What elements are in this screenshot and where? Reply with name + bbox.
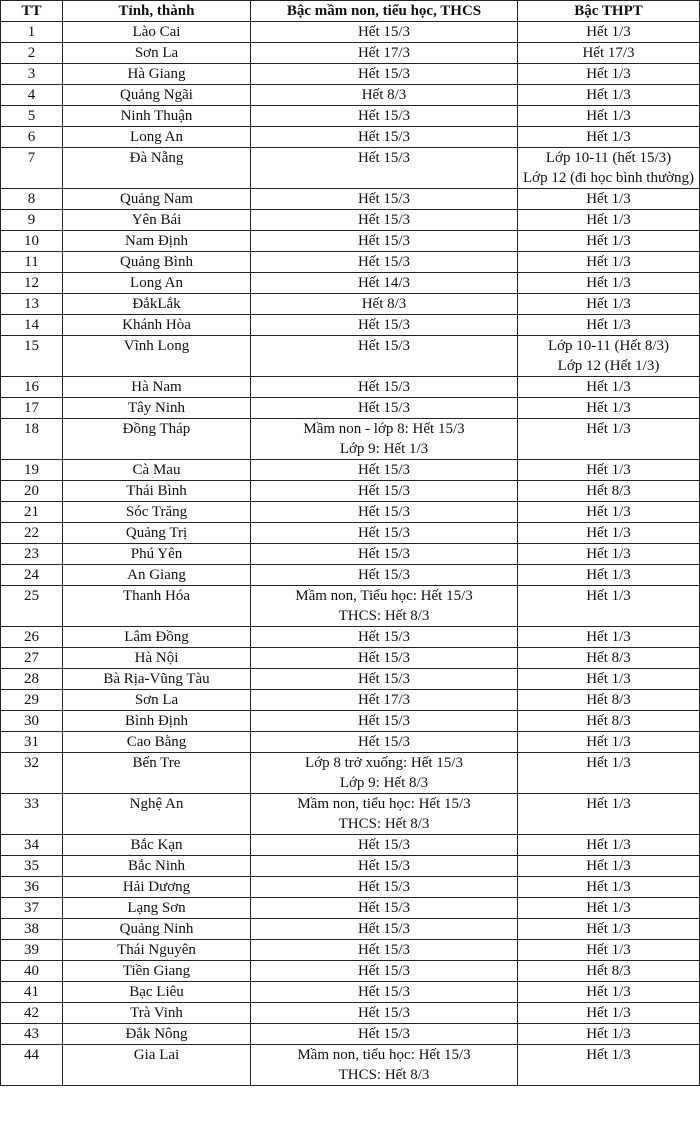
cell-primary-secondary: Hết 15/3	[251, 315, 518, 336]
cell-high-school: Hết 1/3	[518, 753, 700, 794]
cell-tt: 7	[1, 148, 63, 189]
table-row	[1, 856, 700, 877]
cell-province: Bà Rịa-Vũng Tàu	[63, 669, 251, 690]
cell-primary-secondary: Hết 15/3	[251, 940, 518, 961]
cell-province: Phú Yên	[63, 544, 251, 565]
table-row	[1, 294, 700, 315]
cell-primary-secondary: Hết 15/3	[251, 898, 518, 919]
cell-high-school: Hết 1/3	[518, 85, 700, 106]
cell-primary-secondary: Hết 15/3	[251, 982, 518, 1003]
cell-primary-secondary: Hết 15/3	[251, 1024, 518, 1045]
cell-primary-secondary: Hết 15/3	[251, 231, 518, 252]
cell-province: An Giang	[63, 565, 251, 586]
cell-province: Quảng Nam	[63, 189, 251, 210]
cell-primary-secondary: Hết 15/3	[251, 835, 518, 856]
cell-tt: 39	[1, 940, 63, 961]
cell-primary-secondary: Hết 15/3	[251, 106, 518, 127]
cell-high-school: Hết 1/3	[518, 22, 700, 43]
cell-province: Hải Dương	[63, 877, 251, 898]
cell-tt: 33	[1, 794, 63, 835]
cell-province: Cà Mau	[63, 460, 251, 481]
cell-tt: 40	[1, 961, 63, 982]
cell-primary-secondary: Mầm non - lớp 8: Hết 15/3 Lớp 9: Hết 1/3	[251, 419, 518, 460]
cell-province: Hà Nam	[63, 377, 251, 398]
table-row	[1, 835, 700, 856]
table-row	[1, 586, 700, 627]
cell-tt: 10	[1, 231, 63, 252]
cell-tt: 24	[1, 565, 63, 586]
cell-province: Gia Lai	[63, 1045, 251, 1086]
cell-province: Đắk Nông	[63, 1024, 251, 1045]
cell-tt: 20	[1, 481, 63, 502]
cell-province: Lạng Sơn	[63, 898, 251, 919]
cell-primary-secondary: Hết 17/3	[251, 43, 518, 64]
cell-high-school: Hết 1/3	[518, 565, 700, 586]
cell-high-school: Hết 8/3	[518, 648, 700, 669]
cell-high-school: Hết 1/3	[518, 294, 700, 315]
cell-province: Đà Nẵng	[63, 148, 251, 189]
table-row	[1, 148, 700, 189]
cell-tt: 42	[1, 1003, 63, 1024]
cell-tt: 34	[1, 835, 63, 856]
cell-primary-secondary: Hết 15/3	[251, 919, 518, 940]
cell-high-school: Hết 1/3	[518, 502, 700, 523]
cell-high-school: Hết 1/3	[518, 377, 700, 398]
cell-province: Hà Giang	[63, 64, 251, 85]
cell-primary-secondary: Hết 15/3	[251, 627, 518, 648]
cell-tt: 5	[1, 106, 63, 127]
header-high-school: Bậc THPT	[518, 1, 700, 22]
cell-high-school: Hết 1/3	[518, 940, 700, 961]
table-row	[1, 64, 700, 85]
table-row	[1, 22, 700, 43]
cell-province: Quảng Ngãi	[63, 85, 251, 106]
cell-high-school: Hết 8/3	[518, 961, 700, 982]
cell-province: Đồng Tháp	[63, 419, 251, 460]
cell-high-school: Hết 17/3	[518, 43, 700, 64]
table-row	[1, 940, 700, 961]
cell-province: Bạc Liêu	[63, 982, 251, 1003]
cell-primary-secondary: Hết 15/3	[251, 377, 518, 398]
cell-tt: 26	[1, 627, 63, 648]
header-tt: TT	[1, 1, 63, 22]
table-row	[1, 106, 700, 127]
table-row	[1, 43, 700, 64]
cell-primary-secondary: Hết 15/3	[251, 565, 518, 586]
cell-province: Thái Bình	[63, 481, 251, 502]
cell-tt: 23	[1, 544, 63, 565]
cell-high-school: Hết 8/3	[518, 711, 700, 732]
cell-primary-secondary: Hết 8/3	[251, 294, 518, 315]
cell-tt: 6	[1, 127, 63, 148]
table-row	[1, 189, 700, 210]
cell-high-school: Hết 1/3	[518, 231, 700, 252]
cell-province: Quảng Trị	[63, 523, 251, 544]
cell-tt: 35	[1, 856, 63, 877]
cell-tt: 37	[1, 898, 63, 919]
cell-primary-secondary: Hết 14/3	[251, 273, 518, 294]
cell-high-school: Hết 1/3	[518, 835, 700, 856]
cell-high-school: Hết 1/3	[518, 586, 700, 627]
cell-primary-secondary: Hết 15/3	[251, 398, 518, 419]
cell-high-school: Hết 1/3	[518, 982, 700, 1003]
cell-tt: 43	[1, 1024, 63, 1045]
cell-high-school: Hết 1/3	[518, 252, 700, 273]
table-row	[1, 1003, 700, 1024]
table-row	[1, 669, 700, 690]
cell-high-school: Hết 1/3	[518, 794, 700, 835]
cell-tt: 14	[1, 315, 63, 336]
cell-province: Sơn La	[63, 43, 251, 64]
cell-primary-secondary: Hết 15/3	[251, 127, 518, 148]
table-row	[1, 231, 700, 252]
table-row	[1, 753, 700, 794]
cell-high-school: Hết 1/3	[518, 856, 700, 877]
cell-primary-secondary: Hết 15/3	[251, 460, 518, 481]
table-row	[1, 919, 700, 940]
cell-province: Lâm Đồng	[63, 627, 251, 648]
cell-high-school: Hết 8/3	[518, 481, 700, 502]
cell-tt: 44	[1, 1045, 63, 1086]
table-row	[1, 523, 700, 544]
cell-province: Nam Định	[63, 231, 251, 252]
table-row	[1, 794, 700, 835]
cell-primary-secondary: Hết 15/3	[251, 961, 518, 982]
cell-tt: 17	[1, 398, 63, 419]
cell-province: Long An	[63, 273, 251, 294]
cell-tt: 3	[1, 64, 63, 85]
table-row	[1, 544, 700, 565]
cell-tt: 2	[1, 43, 63, 64]
cell-primary-secondary: Hết 15/3	[251, 711, 518, 732]
cell-high-school: Hết 1/3	[518, 419, 700, 460]
cell-high-school: Hết 1/3	[518, 877, 700, 898]
table-row	[1, 711, 700, 732]
cell-province: Tây Ninh	[63, 398, 251, 419]
table-row	[1, 648, 700, 669]
cell-primary-secondary: Lớp 8 trở xuống: Hết 15/3 Lớp 9: Hết 8/3	[251, 753, 518, 794]
cell-province: Hà Nội	[63, 648, 251, 669]
cell-tt: 4	[1, 85, 63, 106]
cell-province: Bình Định	[63, 711, 251, 732]
table-row	[1, 377, 700, 398]
cell-high-school: Hết 1/3	[518, 106, 700, 127]
cell-tt: 19	[1, 460, 63, 481]
cell-primary-secondary: Hết 15/3	[251, 64, 518, 85]
cell-tt: 30	[1, 711, 63, 732]
cell-province: Bắc Ninh	[63, 856, 251, 877]
table-row	[1, 210, 700, 231]
cell-tt: 12	[1, 273, 63, 294]
cell-primary-secondary: Hết 15/3	[251, 648, 518, 669]
table-row	[1, 627, 700, 648]
cell-province: Quảng Bình	[63, 252, 251, 273]
cell-province: Lào Cai	[63, 22, 251, 43]
cell-province: Tiền Giang	[63, 961, 251, 982]
cell-primary-secondary: Hết 15/3	[251, 502, 518, 523]
cell-tt: 8	[1, 189, 63, 210]
table-row	[1, 252, 700, 273]
cell-tt: 1	[1, 22, 63, 43]
cell-high-school: Hết 1/3	[518, 1024, 700, 1045]
cell-primary-secondary: Hết 15/3	[251, 210, 518, 231]
table-row	[1, 690, 700, 711]
cell-high-school: Hết 1/3	[518, 1003, 700, 1024]
cell-high-school: Lớp 10-11 (hết 15/3) Lớp 12 (đi học bình thường)	[518, 148, 700, 189]
cell-primary-secondary: Mầm non, Tiểu học: Hết 15/3 THCS: Hết 8/3	[251, 586, 518, 627]
table-row	[1, 1024, 700, 1045]
cell-province: Khánh Hòa	[63, 315, 251, 336]
cell-province: Sóc Trăng	[63, 502, 251, 523]
header-primary-secondary: Bậc mầm non, tiểu học, THCS	[251, 1, 518, 22]
cell-primary-secondary: Mầm non, tiểu học: Hết 15/3 THCS: Hết 8/3	[251, 794, 518, 835]
cell-high-school: Hết 1/3	[518, 398, 700, 419]
cell-tt: 31	[1, 732, 63, 753]
cell-high-school: Hết 1/3	[518, 273, 700, 294]
cell-province: Long An	[63, 127, 251, 148]
cell-province: Sơn La	[63, 690, 251, 711]
cell-high-school: Hết 1/3	[518, 127, 700, 148]
cell-high-school: Hết 1/3	[518, 898, 700, 919]
cell-tt: 21	[1, 502, 63, 523]
cell-primary-secondary: Hết 15/3	[251, 252, 518, 273]
cell-primary-secondary: Hết 15/3	[251, 669, 518, 690]
cell-primary-secondary: Hết 15/3	[251, 481, 518, 502]
cell-province: Vĩnh Long	[63, 336, 251, 377]
table-row	[1, 273, 700, 294]
cell-province: Thanh Hóa	[63, 586, 251, 627]
cell-province: Ninh Thuận	[63, 106, 251, 127]
cell-high-school: Hết 1/3	[518, 544, 700, 565]
cell-province: Yên Bái	[63, 210, 251, 231]
table-row	[1, 898, 700, 919]
cell-high-school: Hết 1/3	[518, 919, 700, 940]
cell-tt: 15	[1, 336, 63, 377]
cell-province: Quảng Ninh	[63, 919, 251, 940]
cell-primary-secondary: Mầm non, tiểu học: Hết 15/3 THCS: Hết 8/3	[251, 1045, 518, 1086]
cell-province: ĐắkLắk	[63, 294, 251, 315]
cell-primary-secondary: Hết 15/3	[251, 523, 518, 544]
cell-high-school: Hết 1/3	[518, 460, 700, 481]
table-body	[1, 22, 700, 1086]
cell-province: Nghệ An	[63, 794, 251, 835]
header-province: Tỉnh, thành	[63, 1, 251, 22]
cell-high-school: Hết 1/3	[518, 315, 700, 336]
cell-tt: 38	[1, 919, 63, 940]
cell-primary-secondary: Hết 15/3	[251, 148, 518, 189]
cell-primary-secondary: Hết 15/3	[251, 732, 518, 753]
cell-primary-secondary: Hết 15/3	[251, 877, 518, 898]
cell-primary-secondary: Hết 15/3	[251, 856, 518, 877]
cell-primary-secondary: Hết 8/3	[251, 85, 518, 106]
cell-tt: 32	[1, 753, 63, 794]
table-row	[1, 1045, 700, 1086]
cell-tt: 9	[1, 210, 63, 231]
cell-province: Bắc Kạn	[63, 835, 251, 856]
cell-high-school: Hết 1/3	[518, 627, 700, 648]
table-row	[1, 732, 700, 753]
cell-tt: 41	[1, 982, 63, 1003]
cell-province: Bến Tre	[63, 753, 251, 794]
table-row	[1, 315, 700, 336]
cell-tt: 28	[1, 669, 63, 690]
cell-province: Cao Bằng	[63, 732, 251, 753]
cell-high-school: Hết 1/3	[518, 1045, 700, 1086]
cell-tt: 25	[1, 586, 63, 627]
cell-high-school: Hết 8/3	[518, 690, 700, 711]
table-row	[1, 336, 700, 377]
cell-primary-secondary: Hết 15/3	[251, 336, 518, 377]
table-row	[1, 502, 700, 523]
cell-tt: 16	[1, 377, 63, 398]
table-row	[1, 398, 700, 419]
cell-primary-secondary: Hết 17/3	[251, 690, 518, 711]
cell-primary-secondary: Hết 15/3	[251, 189, 518, 210]
cell-tt: 36	[1, 877, 63, 898]
cell-high-school: Hết 1/3	[518, 732, 700, 753]
cell-high-school: Lớp 10-11 (Hết 8/3) Lớp 12 (Hết 1/3)	[518, 336, 700, 377]
cell-tt: 22	[1, 523, 63, 544]
table-row	[1, 419, 700, 460]
cell-tt: 13	[1, 294, 63, 315]
cell-tt: 11	[1, 252, 63, 273]
cell-high-school: Hết 1/3	[518, 64, 700, 85]
table-row	[1, 961, 700, 982]
table-row	[1, 481, 700, 502]
cell-province: Trà Vinh	[63, 1003, 251, 1024]
cell-high-school: Hết 1/3	[518, 210, 700, 231]
cell-high-school: Hết 1/3	[518, 189, 700, 210]
table-row	[1, 877, 700, 898]
cell-province: Thái Nguyên	[63, 940, 251, 961]
cell-primary-secondary: Hết 15/3	[251, 22, 518, 43]
table-header-row	[1, 1, 700, 22]
cell-high-school: Hết 1/3	[518, 669, 700, 690]
table-row	[1, 85, 700, 106]
cell-tt: 27	[1, 648, 63, 669]
cell-primary-secondary: Hết 15/3	[251, 1003, 518, 1024]
table-row	[1, 565, 700, 586]
table-row	[1, 460, 700, 481]
table-row	[1, 127, 700, 148]
cell-tt: 29	[1, 690, 63, 711]
cell-tt: 18	[1, 419, 63, 460]
cell-primary-secondary: Hết 15/3	[251, 544, 518, 565]
cell-high-school: Hết 1/3	[518, 523, 700, 544]
table-row	[1, 982, 700, 1003]
